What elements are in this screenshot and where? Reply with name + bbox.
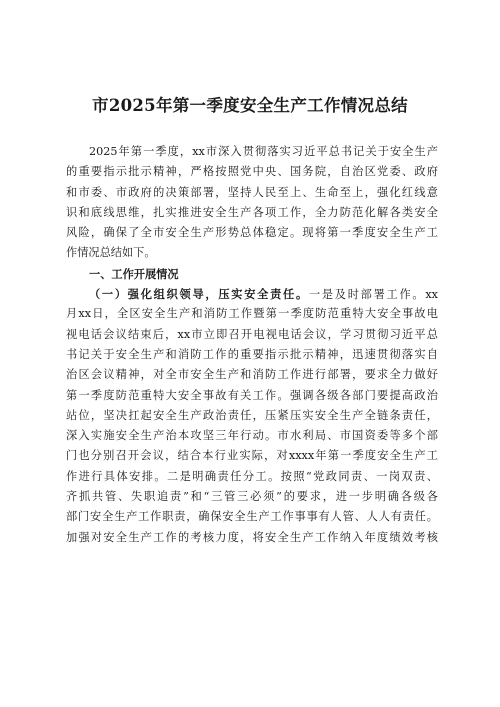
- section-heading: 一、工作开展情况: [89, 266, 179, 281]
- intro-line: 2025年第一季度，xx市深入贯彻落实习近平总书记关于安全生产: [89, 145, 438, 158]
- paragraph-line: 第一季度防范重特大安全事故有关工作。强调各级各部门要提高政治: [66, 388, 438, 402]
- paragraph-line: 门也分别召开会议，结合本行业实际，对xxxx年第一季度安全生产工: [66, 449, 438, 463]
- paragraph-line: 书记关于安全生产和消防工作的重要指示批示精神，迅速贯彻落实自: [66, 347, 438, 361]
- document-body: [66, 142, 438, 548]
- intro-line: 风险，确保了全市安全生产形势总体稳定。现将第一季度安全生产工: [66, 226, 438, 240]
- paragraph-line: 视电话会议结束后，xx市立即召开电视电话会议，学习贯彻习近平总: [66, 327, 438, 341]
- intro-line: 识和底线思维，扎实推进安全生产各项工作，全力防范化解各类安全: [66, 205, 438, 219]
- paragraph-line: 加强对安全生产工作的考核力度，将安全生产工作纳入年度绩效考核: [66, 530, 438, 544]
- paragraph-line: 月xx日，全区安全生产和消防工作暨第一季度防范重特大安全事故电: [66, 307, 438, 321]
- paragraph-line: 作进行具体安排。二是明确责任分工。按照“党政同责、一岗双责、: [66, 469, 438, 483]
- paragraph-line: 齐抓共管、失职追责”和“三管三必须”的要求，进一步明确各级各: [66, 490, 438, 504]
- subsection-first-line-text: 一是及时部署工作。xx: [308, 288, 438, 302]
- subsection-heading: （一）强化组织领导，压实安全责任。: [89, 287, 309, 302]
- document-title: 市2025年第一季度安全生产工作情况总结: [92, 96, 408, 115]
- intro-line: 的重要指示批示精神，严格按照党中央、国务院，自治区党委、政府: [66, 165, 438, 179]
- paragraph-line: 深入实施安全生产治本攻坚三年行动。市水利局、市国资委等多个部: [66, 429, 438, 443]
- paragraph-line: 站位，坚决扛起安全生产政治责任，压紧压实安全生产全链条责任，: [66, 408, 438, 422]
- paragraph-line: 治区会议精神，对全市安全生产和消防工作进行部署，要求全力做好: [66, 368, 438, 382]
- subsection-first-line: [66, 284, 438, 304]
- paragraph-line: 部门安全生产工作职责，确保安全生产工作事事有人管、人人有责任。: [66, 510, 438, 524]
- intro-line: 和市委、市政府的决策部署，坚持人民至上、生命至上，强化红线意: [66, 185, 438, 199]
- intro-line: 作情况总结如下。: [66, 246, 156, 260]
